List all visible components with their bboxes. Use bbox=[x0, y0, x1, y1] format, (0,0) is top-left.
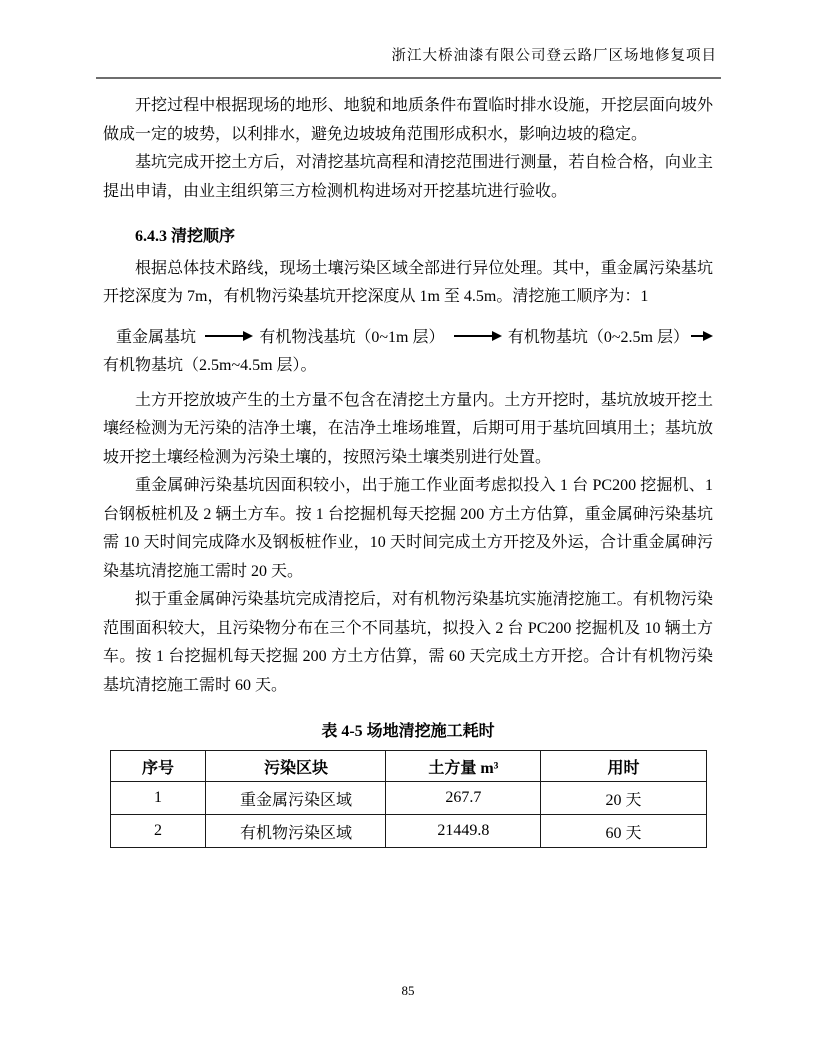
header-rule bbox=[96, 77, 721, 79]
table-cell-duration: 60 天 bbox=[541, 815, 706, 848]
table-row bbox=[110, 782, 706, 815]
paragraph-heavy-metal-plan: 重金属砷污染基坑因面积较小，出于施工作业面考虑拟投入 1 台 PC200 挖掘机、1 台钢板桩机及 2 辆土方车。按 1 台挖掘机每天挖掘 200 方土方估算，重金属砷污染基坑需 10 天时间完成降水及钢板桩作业，10 天时间完成土方开挖及外运，合计重金属砷污染基坑清挖施工需时 20 天。 bbox=[103, 477, 713, 580]
flow-row-1 bbox=[103, 321, 713, 351]
flow-arrow-icon bbox=[691, 335, 703, 337]
table-row bbox=[110, 815, 706, 848]
document-body bbox=[103, 92, 713, 848]
paragraph-organic-plan: 拟于重金属砷污染基坑完成清挖后，对有机物污染基坑实施清挖施工。有机物污染范围面积较大，且污染物分布在三个不同基坑，拟投入 2 台 PC200 挖掘机及 10 辆土方车。按 1 台挖掘机每天挖掘 200 方土方估算，需 60 天完成土方开挖。合计有机物污染基坑清挖施工需时 60 天。 bbox=[103, 591, 713, 694]
table-cell-index: 1 bbox=[110, 782, 206, 815]
table-cell-zone: 有机物污染区域 bbox=[206, 815, 386, 848]
excavation-time-table bbox=[110, 750, 707, 848]
paragraph-sequence-intro: 根据总体技术路线，现场土壤污染区域全部进行异位处理。其中，重金属污染基坑开挖深度为 7m，有机物污染基坑开挖深度从 1m 至 4.5m。清挖施工顺序为：1 bbox=[103, 259, 713, 305]
flow-step-heavy-metal: 重金属基坑 bbox=[116, 329, 197, 346]
flow-step-organic-shallow: 有机物浅基坑（0~1m 层） bbox=[259, 329, 445, 346]
table-header-zone: 污染区块 bbox=[206, 751, 386, 782]
table-header-index: 序号 bbox=[110, 751, 206, 782]
flow-arrow-icon bbox=[205, 335, 243, 337]
table-header-volume: 土方量 m³ bbox=[386, 751, 541, 782]
table-cell-duration: 20 天 bbox=[541, 782, 706, 815]
page-number: 85 bbox=[401, 983, 415, 998]
paragraph-drainage: 开挖过程中根据现场的地形、地貌和地质条件布置临时排水设施，开挖层面向坡外做成一定的坡势，以利排水，避免边坡坡角范围形成积水，影响边坡的稳定。 bbox=[103, 97, 713, 143]
table-header-row bbox=[110, 751, 706, 782]
table-cell-index: 2 bbox=[110, 815, 206, 848]
table-caption: 表 4-5 场地清挖施工耗时 bbox=[321, 723, 495, 740]
table-header-duration: 用时 bbox=[541, 751, 706, 782]
table-cell-volume: 267.7 bbox=[386, 782, 541, 815]
paragraph-acceptance: 基坑完成开挖土方后，对清挖基坑高程和清挖范围进行测量，若自检合格，向业主提出申请，由业主组织第三方检测机构进场对开挖基坑进行验收。 bbox=[103, 154, 713, 200]
section-heading-6-4-3: 6.4.3 清挖顺序 bbox=[135, 228, 236, 245]
table-cell-volume: 21449.8 bbox=[386, 815, 541, 848]
flow-diagram bbox=[103, 321, 713, 381]
flow-step-organic-deep: 有机物基坑（2.5m~4.5m 层）。 bbox=[103, 356, 317, 374]
header-title: 浙江大桥油漆有限公司登云路厂区场地修复项目 bbox=[391, 48, 717, 64]
page-header bbox=[96, 0, 721, 79]
table-cell-zone: 重金属污染区域 bbox=[206, 782, 386, 815]
flow-step-organic-mid: 有机物基坑（0~2.5m 层） bbox=[507, 329, 689, 346]
flow-arrow-icon bbox=[454, 335, 492, 337]
paragraph-slope-soil: 土方开挖放坡产生的土方量不包含在清挖土方量内。土方开挖时，基坑放坡开挖土壤经检测为无污染的洁净土壤，在洁净土堆场堆置，后期可用于基坑回填用土；基坑放坡开挖土壤经检测为污染土壤的，按照污染土壤类别进行处置。 bbox=[103, 391, 713, 466]
